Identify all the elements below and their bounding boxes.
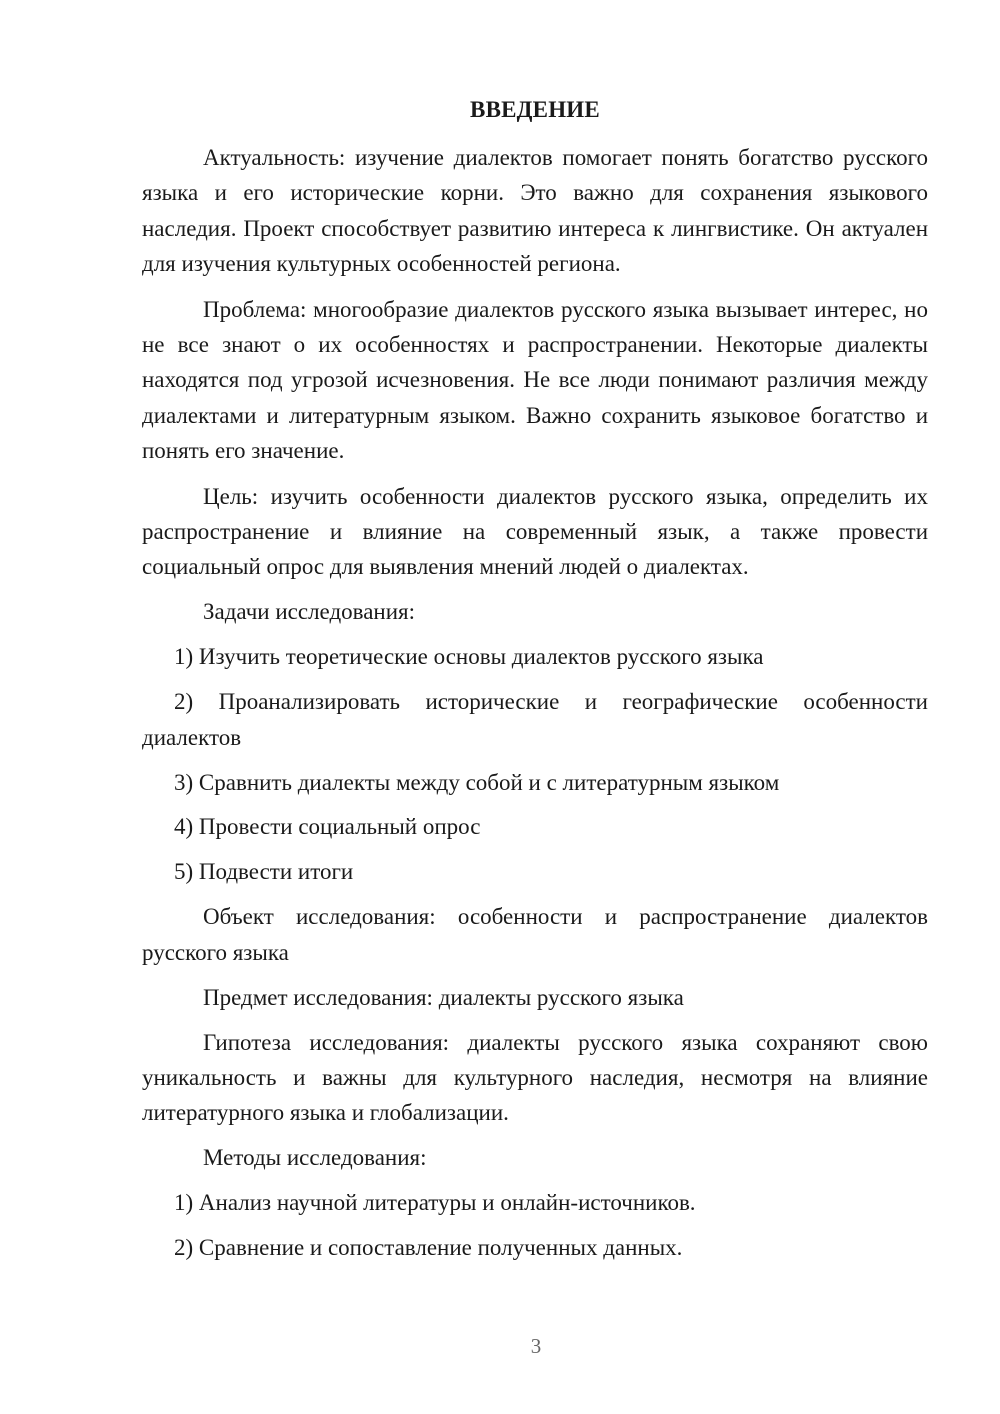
page-title: ВВЕДЕНИЕ bbox=[470, 97, 600, 122]
task-item: 4) Провести социальный опрос bbox=[174, 814, 481, 840]
task-item: 5) Подвести итоги bbox=[174, 859, 354, 885]
relevance-paragraph: Актуальность: изучение диалектов помогает понять богатство русского языка и его исторические корни. Это важно для сохранения языкового наследия. Проект способствует развитию интереса к лингвистике. Он актуален для изучения культурных особенностей региона. bbox=[142, 145, 928, 276]
task-item: 3) Сравнить диалекты между собой и с литературным языком bbox=[174, 769, 780, 795]
hypothesis-paragraph: Гипотеза исследования: диалекты русского языка сохраняют свою уникальность и важны для культурного наследия, несмотря на влияние литературного языка и глобализации. bbox=[142, 1029, 928, 1126]
page-number: 3 bbox=[530, 1334, 542, 1358]
tasks-heading: Задачи исследования: bbox=[203, 599, 416, 625]
methods-heading: Методы исследования: bbox=[203, 1145, 427, 1171]
problem-paragraph: Проблема: многообразие диалектов русского языка вызывает интерес, но не все знают о их особенностях и распространении. Некоторые диалекты находятся под угрозой исчезновения. Не все люди понимают различия между диалектами и литературным языком. Важно сохранить языковое богатство и понять его значение. bbox=[142, 296, 928, 463]
task-item: 2) Проанализировать исторические и географические особенности диалектов bbox=[142, 689, 928, 750]
subject-paragraph: Предмет исследования: диалекты русского языка bbox=[203, 984, 684, 1010]
method-item: 2) Сравнение и сопоставление полученных данных. bbox=[174, 1235, 683, 1261]
goal-paragraph: Цель: изучить особенности диалектов русского языка, определить их распространение и влияние на современный язык, а также провести социальный опрос для выявления мнений людей о диалектах. bbox=[142, 483, 928, 580]
task-item: 1) Изучить теоретические основы диалектов русского языка bbox=[174, 644, 764, 670]
method-item: 1) Анализ научной литературы и онлайн-источников. bbox=[174, 1190, 696, 1216]
document-page bbox=[142, 92, 928, 1266]
object-paragraph: Объект исследования: особенности и распространение диалектов русского языка bbox=[142, 904, 928, 965]
